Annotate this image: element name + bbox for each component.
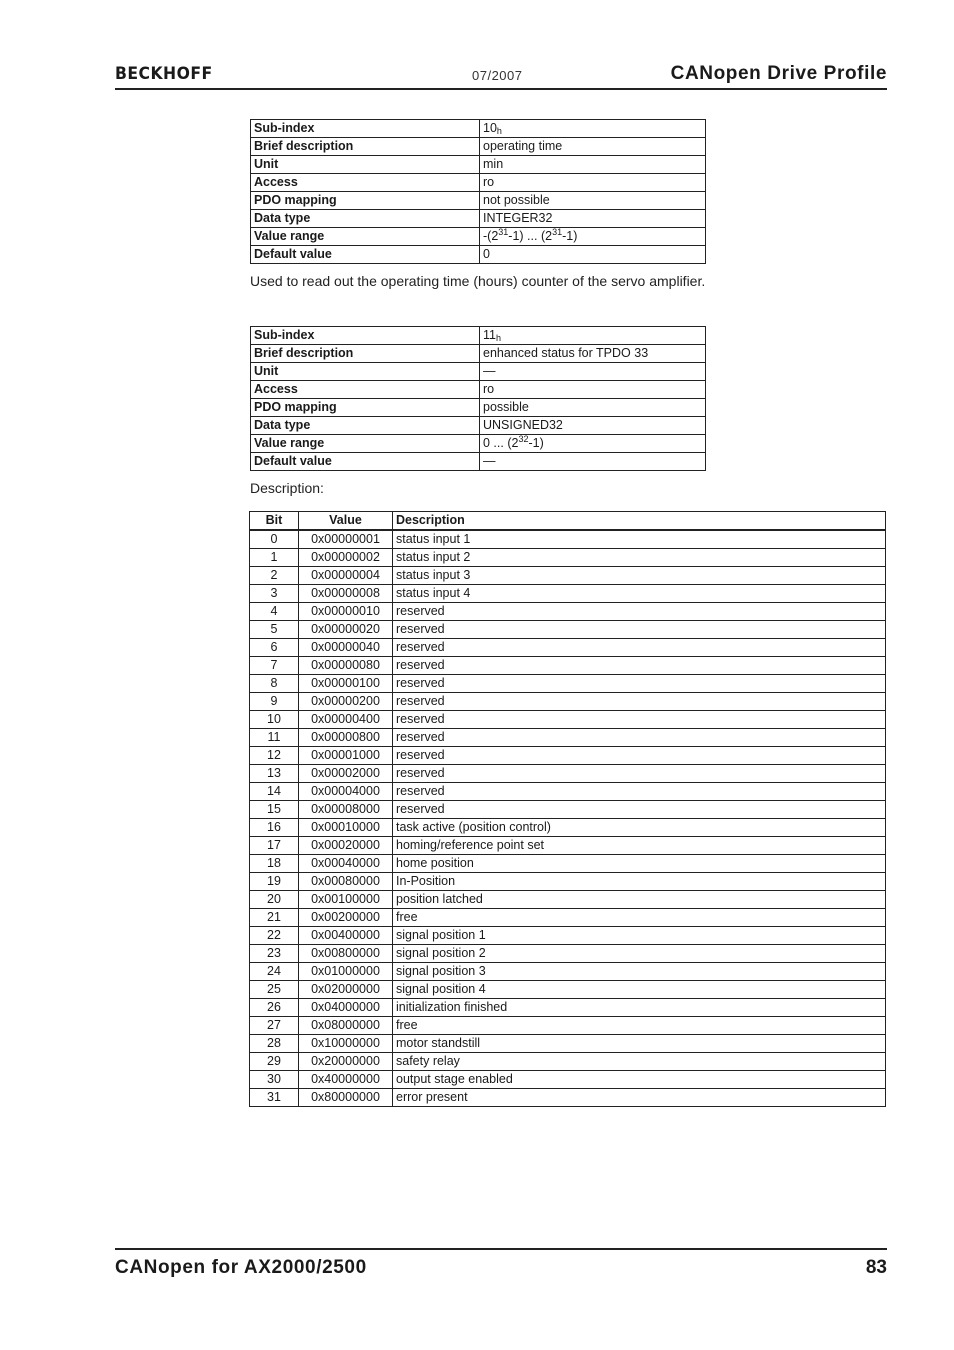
table-row xyxy=(250,1071,886,1089)
value-cell: 0x00000200 xyxy=(299,693,393,711)
description-cell: homing/reference point set xyxy=(393,837,886,855)
description-cell: motor standstill xyxy=(393,1035,886,1053)
header-date: 07/2007 xyxy=(472,68,523,83)
spec-label: Unit xyxy=(251,156,480,174)
value-text: ro xyxy=(483,382,495,396)
value-text: operating time xyxy=(483,139,563,153)
value-cell: 0x00010000 xyxy=(299,819,393,837)
value-text: possible xyxy=(483,400,529,414)
bit-cell: 17 xyxy=(250,837,299,855)
spec-row xyxy=(251,435,706,453)
value-text: -1) ... (2 xyxy=(508,229,553,243)
spec-value xyxy=(480,399,706,417)
value-cell: 0x00000100 xyxy=(299,675,393,693)
description-cell: reserved xyxy=(393,711,886,729)
value-cell: 0x00040000 xyxy=(299,855,393,873)
value-text: UNSIGNED32 xyxy=(483,418,563,432)
spec-row xyxy=(251,246,706,264)
spec-label: Value range xyxy=(251,228,480,246)
spec-row xyxy=(251,156,706,174)
bit-cell: 28 xyxy=(250,1035,299,1053)
spec-label: Brief description xyxy=(251,345,480,363)
bit-cell: 5 xyxy=(250,621,299,639)
value-text: enhanced status for TPDO 33 xyxy=(483,346,649,360)
description-cell: signal position 4 xyxy=(393,981,886,999)
exponent: 31 xyxy=(552,227,563,237)
table-row xyxy=(250,603,886,621)
value-text: 0 xyxy=(483,247,490,261)
bit-cell: 31 xyxy=(250,1089,299,1107)
description-column-header: Description xyxy=(393,512,886,531)
spec-label: Sub-index xyxy=(251,120,480,138)
description-label: Description: xyxy=(250,480,324,496)
spec-label: Access xyxy=(251,381,480,399)
hex-suffix: h xyxy=(496,126,502,136)
bit-column-header: Bit xyxy=(250,512,299,531)
spec-row xyxy=(251,381,706,399)
value-cell: 0x08000000 xyxy=(299,1017,393,1035)
spec-label: Unit xyxy=(251,363,480,381)
page-footer xyxy=(115,1248,887,1278)
value-text: — xyxy=(483,454,496,468)
table-row xyxy=(250,530,886,549)
table-row xyxy=(250,675,886,693)
description-cell: reserved xyxy=(393,801,886,819)
bit-cell: 18 xyxy=(250,855,299,873)
bit-cell: 4 xyxy=(250,603,299,621)
spec-label: PDO mapping xyxy=(251,399,480,417)
spec-row xyxy=(251,192,706,210)
bit-cell: 12 xyxy=(250,747,299,765)
value-cell: 0x00100000 xyxy=(299,891,393,909)
description-cell: signal position 3 xyxy=(393,963,886,981)
value-cell: 0x00002000 xyxy=(299,765,393,783)
table-row xyxy=(250,819,886,837)
value-cell: 0x00000001 xyxy=(299,530,393,549)
table-row xyxy=(250,549,886,567)
value-cell: 0x80000000 xyxy=(299,1089,393,1107)
value-cell: 0x00004000 xyxy=(299,783,393,801)
value-cell: 0x00000010 xyxy=(299,603,393,621)
spec-value xyxy=(480,453,706,471)
spec-row xyxy=(251,399,706,417)
table-row xyxy=(250,711,886,729)
value-cell: 0x00200000 xyxy=(299,909,393,927)
bit-cell: 15 xyxy=(250,801,299,819)
description-cell: reserved xyxy=(393,657,886,675)
spec-value xyxy=(480,363,706,381)
bit-cell: 3 xyxy=(250,585,299,603)
table-row xyxy=(250,891,886,909)
value-cell: 0x00000080 xyxy=(299,657,393,675)
bit-cell: 16 xyxy=(250,819,299,837)
table-row xyxy=(250,693,886,711)
bit-cell: 13 xyxy=(250,765,299,783)
bit-cell: 29 xyxy=(250,1053,299,1071)
value-cell: 0x20000000 xyxy=(299,1053,393,1071)
value-text: 0 ... (2 xyxy=(483,436,519,450)
spec-value xyxy=(480,156,706,174)
table-row xyxy=(250,1089,886,1107)
table-row xyxy=(250,837,886,855)
description-cell: status input 1 xyxy=(393,530,886,549)
description-cell: output stage enabled xyxy=(393,1071,886,1089)
description-cell: initialization finished xyxy=(393,999,886,1017)
spec-label: Default value xyxy=(251,246,480,264)
description-cell: signal position 1 xyxy=(393,927,886,945)
value-column-header: Value xyxy=(299,512,393,531)
spec-label: Data type xyxy=(251,417,480,435)
spec-row xyxy=(251,417,706,435)
bit-cell: 11 xyxy=(250,729,299,747)
table-row xyxy=(250,909,886,927)
spec-label: Access xyxy=(251,174,480,192)
spec-value xyxy=(480,138,706,156)
table-row xyxy=(250,639,886,657)
value-cell: 0x00400000 xyxy=(299,927,393,945)
description-cell: reserved xyxy=(393,603,886,621)
bit-cell: 7 xyxy=(250,657,299,675)
spec-value xyxy=(480,435,706,453)
spec-row xyxy=(251,138,706,156)
table-row xyxy=(250,981,886,999)
brand-logo: BECKHOFF xyxy=(115,64,213,84)
description-cell: status input 4 xyxy=(393,585,886,603)
table-row xyxy=(250,873,886,891)
value-cell: 0x00000040 xyxy=(299,639,393,657)
spec-row xyxy=(251,363,706,381)
spec-value xyxy=(480,120,706,138)
spec-value xyxy=(480,174,706,192)
exponent: 32 xyxy=(518,434,529,444)
spec-table-subindex-11 xyxy=(250,326,706,471)
description-cell: safety relay xyxy=(393,1053,886,1071)
bit-cell: 2 xyxy=(250,567,299,585)
value-cell: 0x00008000 xyxy=(299,801,393,819)
bit-cell: 30 xyxy=(250,1071,299,1089)
value-cell: 0x00000002 xyxy=(299,549,393,567)
spec-value xyxy=(480,246,706,264)
value-text: -(2 xyxy=(483,229,499,243)
table-row xyxy=(250,783,886,801)
spec-row xyxy=(251,210,706,228)
value-text: -1) xyxy=(528,436,544,450)
table-row xyxy=(250,855,886,873)
table-row xyxy=(250,945,886,963)
description-cell: status input 3 xyxy=(393,567,886,585)
value-text: 11 xyxy=(483,328,496,342)
description-cell: reserved xyxy=(393,729,886,747)
table-row xyxy=(250,1017,886,1035)
bit-cell: 23 xyxy=(250,945,299,963)
description-cell: free xyxy=(393,909,886,927)
bit-cell: 21 xyxy=(250,909,299,927)
table-row xyxy=(250,621,886,639)
spec-value xyxy=(480,228,706,246)
exponent: 31 xyxy=(498,227,509,237)
spec-value xyxy=(480,210,706,228)
table-row xyxy=(250,567,886,585)
description-cell: signal position 2 xyxy=(393,945,886,963)
bit-cell: 6 xyxy=(250,639,299,657)
spec-label: Brief description xyxy=(251,138,480,156)
table-row xyxy=(250,963,886,981)
spec-value xyxy=(480,327,706,345)
description-cell: reserved xyxy=(393,747,886,765)
bit-cell: 26 xyxy=(250,999,299,1017)
page-header xyxy=(115,62,887,90)
spec-row xyxy=(251,174,706,192)
table-row xyxy=(250,729,886,747)
spec-label: PDO mapping xyxy=(251,192,480,210)
spec-row xyxy=(251,345,706,363)
description-cell: reserved xyxy=(393,783,886,801)
bit-cell: 9 xyxy=(250,693,299,711)
description-cell: reserved xyxy=(393,675,886,693)
value-cell: 0x00020000 xyxy=(299,837,393,855)
bit-cell: 22 xyxy=(250,927,299,945)
spec-row xyxy=(251,228,706,246)
value-text: -1) xyxy=(562,229,578,243)
footer-title: CANopen for AX2000/2500 xyxy=(115,1257,367,1278)
spec-value xyxy=(480,417,706,435)
bit-cell: 24 xyxy=(250,963,299,981)
value-text: min xyxy=(483,157,504,171)
description-cell: reserved xyxy=(393,621,886,639)
table-row xyxy=(250,747,886,765)
value-cell: 0x00000800 xyxy=(299,729,393,747)
description-cell: reserved xyxy=(393,693,886,711)
bit-cell: 19 xyxy=(250,873,299,891)
value-text: ro xyxy=(483,175,495,189)
value-cell: 0x00000400 xyxy=(299,711,393,729)
value-cell: 0x00001000 xyxy=(299,747,393,765)
spec-label: Sub-index xyxy=(251,327,480,345)
spec-label: Data type xyxy=(251,210,480,228)
value-text: not possible xyxy=(483,193,550,207)
table-row xyxy=(250,1053,886,1071)
value-cell: 0x02000000 xyxy=(299,981,393,999)
spec-value xyxy=(480,192,706,210)
spec-value xyxy=(480,381,706,399)
description-cell: home position xyxy=(393,855,886,873)
table-row xyxy=(250,999,886,1017)
value-text: 10 xyxy=(483,121,497,135)
bit-cell: 8 xyxy=(250,675,299,693)
description-cell: reserved xyxy=(393,765,886,783)
table-row xyxy=(250,1035,886,1053)
bit-cell: 14 xyxy=(250,783,299,801)
description-cell: free xyxy=(393,1017,886,1035)
description-cell: error present xyxy=(393,1089,886,1107)
table-header-row xyxy=(250,512,886,531)
bit-cell: 10 xyxy=(250,711,299,729)
value-cell: 0x04000000 xyxy=(299,999,393,1017)
value-cell: 0x00000004 xyxy=(299,567,393,585)
hex-suffix: h xyxy=(495,333,501,343)
table-row xyxy=(250,585,886,603)
bit-cell: 25 xyxy=(250,981,299,999)
value-cell: 0x01000000 xyxy=(299,963,393,981)
value-cell: 0x00080000 xyxy=(299,873,393,891)
value-cell: 0x40000000 xyxy=(299,1071,393,1089)
value-text: — xyxy=(483,364,496,378)
status-bits-table xyxy=(249,511,886,1107)
table-row xyxy=(250,657,886,675)
table-row xyxy=(250,801,886,819)
value-text: INTEGER32 xyxy=(483,211,553,225)
value-cell: 0x00800000 xyxy=(299,945,393,963)
header-title: CANopen Drive Profile xyxy=(670,63,887,84)
subindex-10-note: Used to read out the operating time (hours) counter of the servo amplifier. xyxy=(250,273,706,289)
bit-cell: 0 xyxy=(250,530,299,549)
bit-cell: 20 xyxy=(250,891,299,909)
description-cell: In-Position xyxy=(393,873,886,891)
spec-row xyxy=(251,453,706,471)
value-cell: 0x10000000 xyxy=(299,1035,393,1053)
description-cell: task active (position control) xyxy=(393,819,886,837)
spec-row xyxy=(251,120,706,138)
spec-label: Value range xyxy=(251,435,480,453)
value-cell: 0x00000020 xyxy=(299,621,393,639)
bit-cell: 1 xyxy=(250,549,299,567)
table-row xyxy=(250,927,886,945)
page-number: 83 xyxy=(865,1257,887,1278)
description-cell: position latched xyxy=(393,891,886,909)
description-cell: reserved xyxy=(393,639,886,657)
spec-value xyxy=(480,345,706,363)
spec-label: Default value xyxy=(251,453,480,471)
description-cell: status input 2 xyxy=(393,549,886,567)
bit-cell: 27 xyxy=(250,1017,299,1035)
table-row xyxy=(250,765,886,783)
value-cell: 0x00000008 xyxy=(299,585,393,603)
spec-table-subindex-10 xyxy=(250,119,706,264)
spec-row xyxy=(251,327,706,345)
